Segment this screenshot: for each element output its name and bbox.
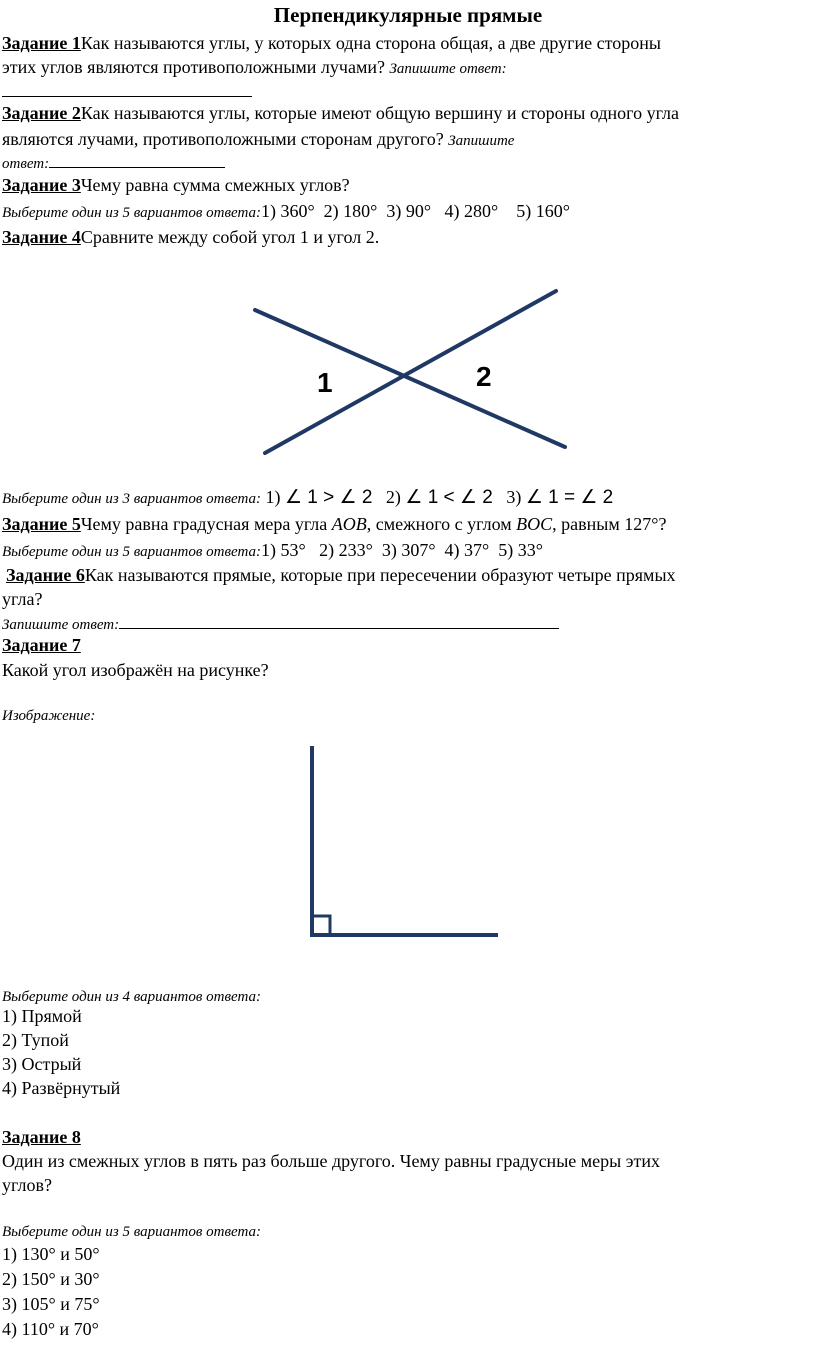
task8-line4 <box>2 1219 261 1243</box>
task7-text: Какой угол изображён на рисунке? <box>2 660 269 680</box>
task1-line1 <box>2 32 661 54</box>
task4-opt2-num: 2) <box>385 487 401 507</box>
task4-line1 <box>2 226 379 248</box>
task6-line1 <box>6 564 676 586</box>
task8-heading: Задание 8 <box>2 1127 81 1147</box>
task4-option-3[interactable]: ∠ 1 = ∠ 2 <box>525 487 614 508</box>
task7-image-label: Изображение: <box>2 708 96 724</box>
line-a <box>255 310 565 447</box>
task5-text-b: , смежного с углом <box>366 514 517 534</box>
task2-prompt1: Запишите <box>448 133 515 149</box>
task3-prompt: Выберите один из 5 вариантов ответа: <box>2 205 261 221</box>
task2-prompt2: ответ: <box>2 156 50 172</box>
task6-line3 <box>2 612 559 636</box>
task4-options-line <box>2 486 613 510</box>
task8-option-1[interactable]: 1) 130° и 50° <box>2 1244 100 1264</box>
task5-text-c: , равным 127°? <box>552 514 667 534</box>
task1-prompt: Запишите ответ: <box>389 61 507 77</box>
task6-answer-blank[interactable] <box>119 612 559 629</box>
right-angle-mark <box>312 916 330 935</box>
angle-1-label: 1 <box>317 367 333 398</box>
task4-text: Сравните между собой угол 1 и угол 2. <box>80 227 380 247</box>
task5-line1 <box>2 513 666 535</box>
task5-heading: Задание 5 <box>2 514 81 534</box>
task5-line2 <box>2 539 543 563</box>
task7-option-4[interactable]: 4) Развёрнутый <box>2 1078 121 1098</box>
intersecting-lines-figure <box>0 270 816 500</box>
task7-prompt: Выберите один из 4 вариантов ответа: <box>2 989 261 1005</box>
task6-line2 <box>2 588 42 610</box>
task5-text-a: Чему равна градусная мера угла <box>80 514 332 534</box>
task5-aob: AOB <box>331 514 367 534</box>
task5-options[interactable]: 1) 53° 2) 233° 3) 307° 4) 37° 5) 33° <box>260 540 543 560</box>
task8-option-3[interactable]: 3) 105° и 75° <box>2 1294 100 1314</box>
task2-heading: Задание 2 <box>2 103 81 123</box>
task7-heading: Задание 7 <box>2 635 81 655</box>
task2-line2 <box>2 128 514 152</box>
task8-line2 <box>2 1150 660 1172</box>
task2-text2: являются лучами, противоположными сторонам другого? <box>2 129 444 149</box>
task1-text1: Как называются углы, у которых одна сторона общая, а две другие стороны <box>80 33 661 53</box>
task7-line1 <box>2 634 81 656</box>
task6-text2: угла? <box>2 589 43 609</box>
task6-heading: Задание 6 <box>6 565 85 585</box>
angle-2-label: 2 <box>476 361 492 392</box>
task4-prompt: Выберите один из 3 вариантов ответа: <box>2 491 261 507</box>
task4-heading: Задание 4 <box>2 227 81 247</box>
task1-answer-line[interactable] <box>2 80 252 102</box>
task1-heading: Задание 1 <box>2 33 81 53</box>
task8-option-2[interactable]: 2) 150° и 30° <box>2 1269 100 1289</box>
task3-line1 <box>2 174 350 196</box>
task4-opt3-num: 3) <box>506 487 522 507</box>
line-b <box>265 291 556 453</box>
task2-line3 <box>2 151 225 175</box>
task3-options[interactable]: 1) 360° 2) 180° 3) 90° 4) 280° 5) 160° <box>260 201 570 221</box>
task1-line2 <box>2 56 507 80</box>
task8-option-4[interactable]: 4) 110° и 70° <box>2 1319 99 1339</box>
task7-line3 <box>2 703 95 727</box>
task7-option-2[interactable]: 2) Тупой <box>2 1030 69 1050</box>
task7-line2 <box>2 659 269 681</box>
task1-text2: этих углов являются противоположными лучами? <box>2 57 385 77</box>
task4-opt1-num: 1) <box>265 487 281 507</box>
task6-text1: Как называются прямые, которые при пересечении образуют четыре прямых <box>84 565 676 585</box>
task2-text1: Как называются углы, которые имеют общую вершину и стороны одного угла <box>80 103 680 123</box>
task7-option-1[interactable]: 1) Прямой <box>2 1006 82 1026</box>
task2-answer-blank[interactable] <box>49 151 225 168</box>
task8-text1: Один из смежных углов в пять раз больше другого. Чему равны градусные меры этих <box>2 1151 660 1171</box>
task7-option-3[interactable]: 3) Острый <box>2 1054 82 1074</box>
task4-option-1[interactable]: ∠ 1 > ∠ 2 <box>284 487 373 508</box>
right-angle-figure <box>0 740 816 950</box>
task8-text2: углов? <box>2 1175 52 1195</box>
task4-option-2[interactable]: ∠ 1 < ∠ 2 <box>405 487 493 508</box>
task8-line3 <box>2 1174 52 1196</box>
task3-heading: Задание 3 <box>2 175 81 195</box>
task1-answer-blank[interactable] <box>2 80 252 97</box>
page-title: Перпендикулярные прямые <box>273 3 543 27</box>
task8-prompt: Выберите один из 5 вариантов ответа: <box>2 1224 261 1240</box>
task8-line1 <box>2 1126 81 1148</box>
task5-boc: BOC <box>516 514 553 534</box>
task3-line2 <box>2 200 570 224</box>
task5-prompt: Выберите один из 5 вариантов ответа: <box>2 544 261 560</box>
task6-prompt: Запишите ответ: <box>2 617 120 633</box>
task3-text: Чему равна сумма смежных углов? <box>80 175 350 195</box>
task2-line1 <box>2 102 679 124</box>
